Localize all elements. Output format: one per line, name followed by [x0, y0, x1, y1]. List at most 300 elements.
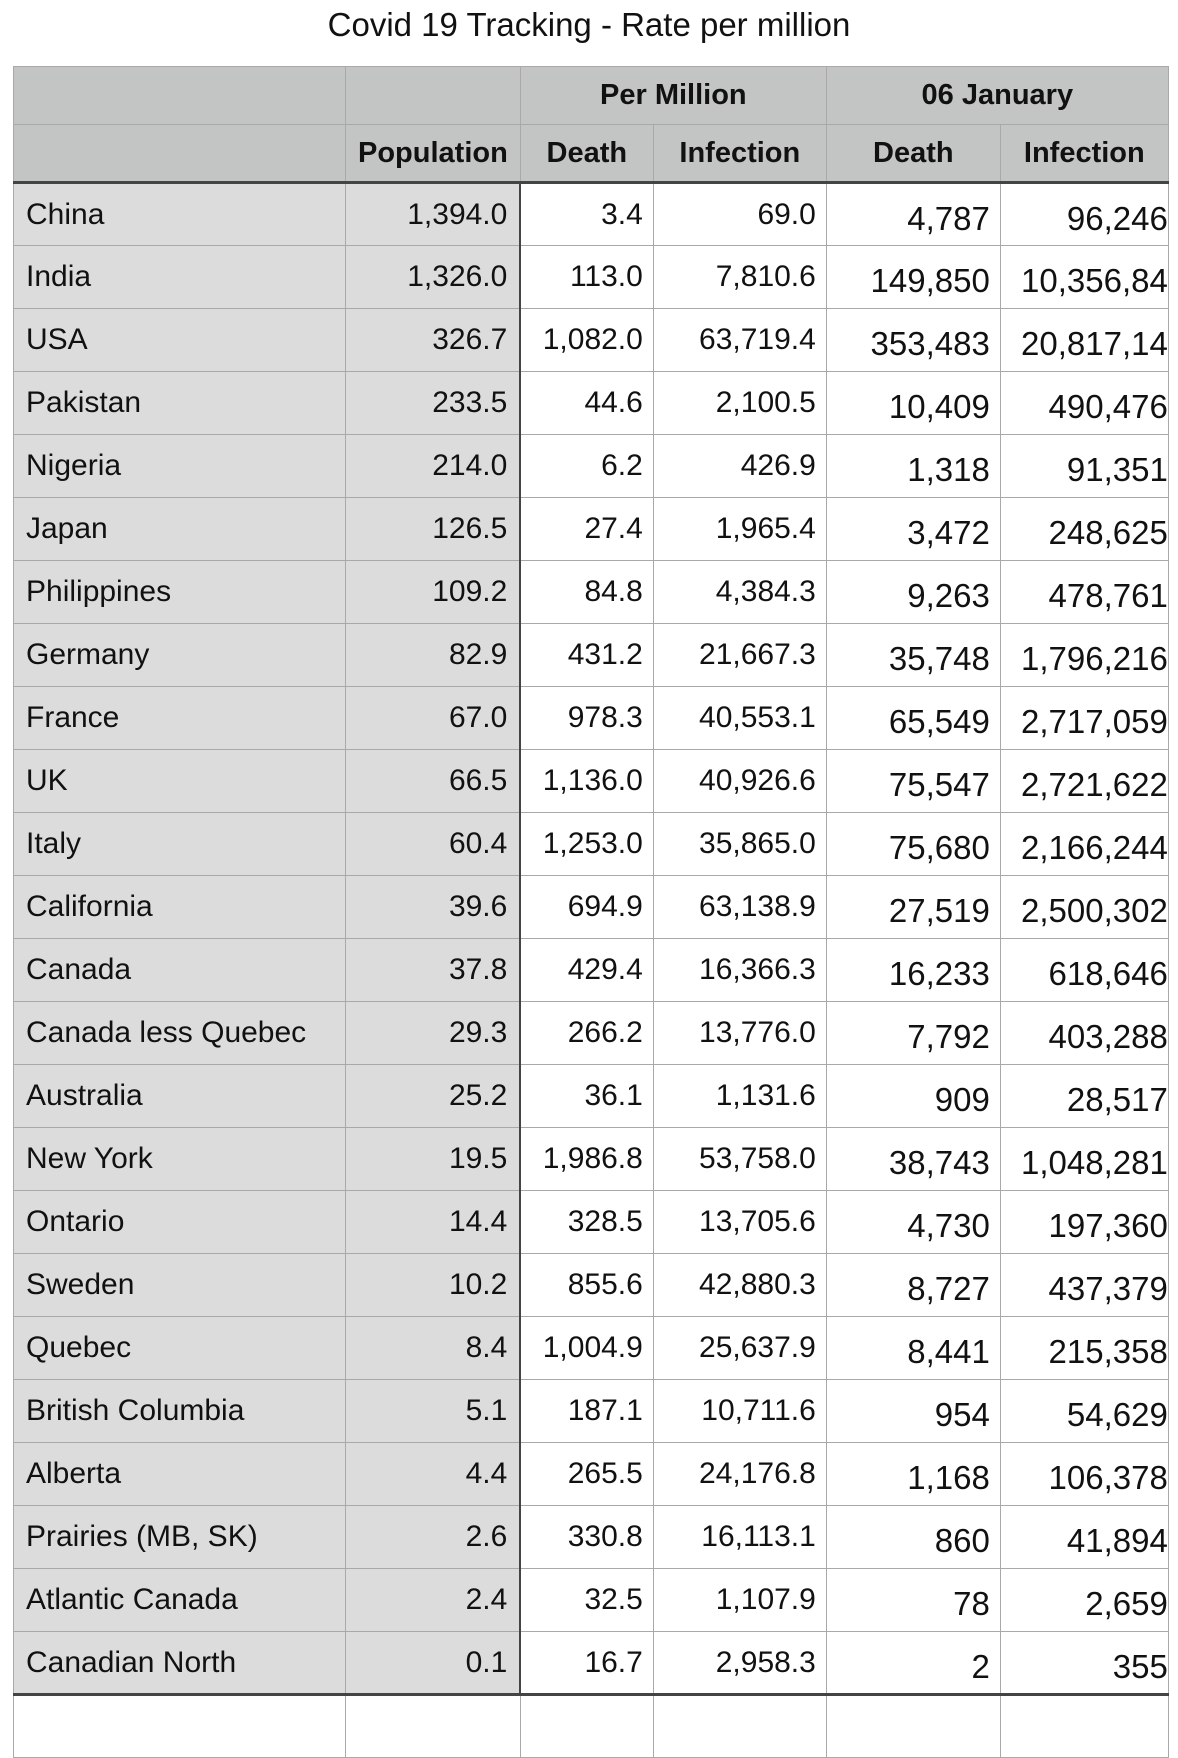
cell-pm-infection-text: 35,865.0 — [699, 827, 816, 860]
cell-infection-text: 1,048,281 — [1021, 1144, 1168, 1181]
cell-pm-death — [520, 309, 653, 372]
cell-population — [346, 1002, 521, 1065]
cell-population — [346, 813, 521, 876]
cell-pm-death — [520, 1254, 653, 1317]
cell-infection-text: 2,500,302 — [1021, 892, 1168, 929]
cell-name — [14, 309, 346, 372]
cell-pm-death-text: 32.5 — [584, 1583, 643, 1616]
cell-pm-death-text: 1,986.8 — [542, 1142, 643, 1175]
cell-pm-infection — [653, 309, 826, 372]
cell-pm-infection — [653, 1569, 826, 1632]
cell-population-text: 2.6 — [465, 1520, 508, 1553]
cell-pm-death — [520, 876, 653, 939]
cell-death — [826, 183, 1000, 246]
cell-infection-text: 490,476 — [1048, 388, 1168, 425]
cell-pm-death-text: 16.7 — [584, 1645, 643, 1679]
cell-pm-infection-text: 16,113.1 — [701, 1520, 816, 1553]
cell-pm-infection-text: 25,637.9 — [699, 1331, 816, 1364]
cell-death-text: 8,441 — [907, 1333, 990, 1370]
cell-population — [346, 561, 521, 624]
cell-name-text: Germany — [26, 638, 150, 671]
cell-pm-infection-text: 1,107.9 — [715, 1583, 816, 1616]
cell-population-text: 1,326.0 — [407, 260, 508, 293]
cell-population — [346, 1632, 521, 1695]
cell-name-text: Atlantic Canada — [26, 1583, 238, 1616]
cell-pm-death — [520, 561, 653, 624]
cell-infection — [1000, 561, 1168, 624]
cell-population — [346, 1506, 521, 1569]
empty-cell — [1000, 1695, 1168, 1758]
cell-infection — [1000, 750, 1168, 813]
cell-death — [826, 1443, 1000, 1506]
cell-infection-text: 215,358 — [1048, 1333, 1168, 1370]
header-infection: Infection — [1000, 125, 1168, 183]
cell-pm-death — [520, 435, 653, 498]
cell-name — [14, 561, 346, 624]
cell-name — [14, 498, 346, 561]
cell-population-text: 67.0 — [448, 701, 508, 734]
cell-infection-text: 91,351 — [1066, 451, 1168, 488]
cell-death — [826, 1317, 1000, 1380]
cell-pm-death-text: 84.8 — [584, 575, 643, 608]
table-row — [14, 1254, 1169, 1317]
cell-name-text: UK — [26, 764, 68, 797]
cell-population — [346, 1065, 521, 1128]
cell-death — [826, 687, 1000, 750]
cell-infection — [1000, 435, 1168, 498]
table-row — [14, 561, 1169, 624]
cell-pm-death — [520, 246, 653, 309]
cell-death-text: 78 — [953, 1585, 990, 1622]
empty-cell — [826, 1695, 1000, 1758]
cell-pm-infection — [653, 876, 826, 939]
cell-name — [14, 1065, 346, 1128]
cell-pm-infection — [653, 1254, 826, 1317]
cell-infection — [1000, 1632, 1168, 1695]
cell-pm-death-text: 6.2 — [601, 449, 643, 482]
cell-death-text: 353,483 — [870, 325, 990, 362]
cell-death-text: 8,727 — [907, 1270, 990, 1307]
cell-pm-infection — [653, 246, 826, 309]
cell-death — [826, 813, 1000, 876]
cell-death-text: 860 — [934, 1522, 990, 1559]
table-row — [14, 1569, 1169, 1632]
cell-infection — [1000, 372, 1168, 435]
cell-death-text: 75,680 — [888, 829, 990, 866]
cell-pm-death-text: 328.5 — [567, 1205, 643, 1238]
cell-pm-death-text: 266.2 — [567, 1016, 643, 1049]
cell-pm-death — [520, 1191, 653, 1254]
cell-population-text: 326.7 — [432, 323, 508, 356]
cell-population-text: 4.4 — [465, 1457, 508, 1490]
cell-infection-text: 10,356,84 — [1021, 262, 1168, 299]
empty-cell — [653, 1695, 826, 1758]
table-row — [14, 1380, 1169, 1443]
cell-death-text: 7,792 — [907, 1018, 990, 1055]
cell-pm-infection-text: 69.0 — [757, 197, 816, 231]
cell-name-text: USA — [26, 323, 88, 356]
cell-name — [14, 876, 346, 939]
cell-population-text: 10.2 — [448, 1268, 508, 1301]
page-title: Covid 19 Tracking - Rate per million — [327, 6, 851, 43]
cell-population — [346, 750, 521, 813]
cell-infection — [1000, 1569, 1168, 1632]
cell-pm-death — [520, 687, 653, 750]
cell-death — [826, 309, 1000, 372]
empty-cell — [14, 1695, 346, 1758]
cell-population-text: 109.2 — [432, 575, 508, 608]
cell-death-text: 3,472 — [907, 514, 990, 551]
cell-death-text: 10,409 — [888, 388, 990, 425]
cell-infection-text: 106,378 — [1048, 1459, 1168, 1496]
cell-population-text: 25.2 — [448, 1079, 508, 1112]
cell-death — [826, 750, 1000, 813]
cell-death — [826, 1065, 1000, 1128]
cell-pm-death-text: 1,082.0 — [542, 323, 643, 356]
cell-pm-death-text: 978.3 — [567, 701, 643, 734]
cell-pm-death — [520, 1317, 653, 1380]
cell-infection — [1000, 624, 1168, 687]
cell-pm-death — [520, 1443, 653, 1506]
header-date: 06 January — [826, 67, 1168, 125]
cell-pm-infection-text: 10,711.6 — [701, 1394, 816, 1427]
cell-death-text: 65,549 — [888, 703, 990, 740]
cell-death — [826, 1254, 1000, 1317]
cell-pm-infection-text: 53,758.0 — [699, 1142, 816, 1175]
header-empty — [14, 67, 346, 125]
cell-infection-text: 437,379 — [1048, 1270, 1168, 1307]
cell-population — [346, 309, 521, 372]
cell-population-text: 82.9 — [448, 638, 508, 671]
cell-death-text: 9,263 — [907, 577, 990, 614]
cell-population-text: 0.1 — [465, 1645, 508, 1679]
cell-name — [14, 246, 346, 309]
cell-name-text: Philippines — [26, 575, 172, 608]
header-row-groups — [14, 67, 1169, 125]
cell-pm-infection — [653, 1002, 826, 1065]
cell-name — [14, 939, 346, 1002]
cell-name — [14, 1506, 346, 1569]
cell-name-text: Pakistan — [26, 386, 142, 419]
cell-death — [826, 624, 1000, 687]
table-row — [14, 183, 1169, 246]
cell-pm-death — [520, 498, 653, 561]
cell-pm-infection — [653, 1317, 826, 1380]
cell-population-text: 8.4 — [465, 1331, 508, 1364]
cell-infection — [1000, 939, 1168, 1002]
cell-population-text: 14.4 — [448, 1205, 508, 1238]
cell-infection — [1000, 1191, 1168, 1254]
cell-name-text: China — [26, 197, 105, 231]
cell-name-text: Quebec — [26, 1331, 132, 1364]
header-pm-infection: Infection — [653, 125, 826, 183]
cell-population — [346, 1254, 521, 1317]
cell-population-text: 126.5 — [432, 512, 508, 545]
table-row — [14, 1128, 1169, 1191]
cell-death-text: 27,519 — [888, 892, 990, 929]
empty-row — [14, 1695, 1169, 1758]
cell-population — [346, 1317, 521, 1380]
cell-pm-infection-text: 2,100.5 — [715, 386, 816, 419]
cell-infection-text: 248,625 — [1048, 514, 1168, 551]
cell-pm-infection-text: 63,138.9 — [699, 890, 816, 923]
cell-infection — [1000, 1254, 1168, 1317]
header-population: Population — [346, 125, 521, 183]
cell-pm-infection — [653, 1506, 826, 1569]
cell-death-text: 75,547 — [888, 766, 990, 803]
cell-pm-infection-text: 21,667.3 — [699, 638, 816, 671]
cell-pm-infection-text: 13,705.6 — [699, 1205, 816, 1238]
cell-death — [826, 1632, 1000, 1695]
cell-pm-death-text: 855.6 — [567, 1268, 643, 1301]
header-empty — [346, 67, 521, 125]
cell-pm-infection-text: 13,776.0 — [699, 1016, 816, 1049]
cell-death — [826, 435, 1000, 498]
empty-cell — [346, 1695, 521, 1758]
cell-pm-death-text: 265.5 — [567, 1457, 643, 1490]
cell-pm-infection — [653, 1443, 826, 1506]
cell-infection — [1000, 498, 1168, 561]
cell-pm-death-text: 431.2 — [567, 638, 643, 671]
cell-pm-infection-text: 1,965.4 — [715, 512, 816, 545]
cell-pm-infection — [653, 750, 826, 813]
cell-infection-text: 41,894 — [1066, 1522, 1168, 1559]
cell-death-text: 149,850 — [870, 262, 990, 299]
cell-infection — [1000, 1065, 1168, 1128]
table-row — [14, 813, 1169, 876]
cell-infection-text: 2,717,059 — [1021, 703, 1168, 740]
header-death: Death — [826, 125, 1000, 183]
cell-population — [346, 1128, 521, 1191]
cell-death-text: 1,168 — [907, 1459, 990, 1496]
cell-pm-infection — [653, 939, 826, 1002]
cell-population-text: 29.3 — [448, 1016, 508, 1049]
cell-death — [826, 246, 1000, 309]
cell-death — [826, 939, 1000, 1002]
cell-population — [346, 687, 521, 750]
cell-name — [14, 1254, 346, 1317]
table-row — [14, 1317, 1169, 1380]
cell-pm-infection — [653, 498, 826, 561]
cell-name-text: Japan — [26, 512, 108, 545]
cell-pm-infection — [653, 813, 826, 876]
cell-name — [14, 372, 346, 435]
cell-pm-death — [520, 183, 653, 246]
cell-pm-death-text: 27.4 — [584, 512, 643, 545]
cell-pm-death — [520, 1065, 653, 1128]
table-row — [14, 1443, 1169, 1506]
cell-name-text: Nigeria — [26, 449, 122, 482]
cell-death-text: 909 — [934, 1081, 990, 1118]
cell-pm-death-text: 113.0 — [569, 260, 643, 293]
header-per-million: Per Million — [520, 67, 826, 125]
cell-population — [346, 183, 521, 246]
cell-infection-text: 2,166,244 — [1021, 829, 1168, 866]
cell-name-text: Alberta — [26, 1457, 122, 1490]
cell-death-text: 35,748 — [888, 640, 990, 677]
cell-infection — [1000, 813, 1168, 876]
cell-name-text: Italy — [26, 827, 82, 860]
cell-name-text: Australia — [26, 1079, 143, 1112]
cell-pm-death — [520, 1632, 653, 1695]
cell-pm-death-text: 36.1 — [584, 1079, 643, 1112]
cell-population-text: 233.5 — [432, 386, 508, 419]
table-row — [14, 1632, 1169, 1695]
cell-name-text: California — [26, 890, 153, 923]
table-row — [14, 246, 1169, 309]
table-row — [14, 624, 1169, 687]
cell-population — [346, 876, 521, 939]
covid-table — [13, 66, 1169, 1758]
cell-infection-text: 197,360 — [1048, 1207, 1168, 1244]
cell-population-text: 39.6 — [448, 890, 508, 923]
cell-infection-text: 28,517 — [1066, 1081, 1168, 1118]
cell-name-text: India — [26, 260, 92, 293]
table-row — [14, 750, 1169, 813]
cell-population-text: 2.4 — [465, 1583, 508, 1616]
table-row — [14, 435, 1169, 498]
cell-infection-text: 96,246 — [1066, 199, 1168, 237]
table-row — [14, 498, 1169, 561]
cell-infection — [1000, 1128, 1168, 1191]
cell-population — [346, 1569, 521, 1632]
cell-pm-infection — [653, 561, 826, 624]
cell-population-text: 214.0 — [432, 449, 508, 482]
cell-pm-death — [520, 1002, 653, 1065]
cell-death — [826, 876, 1000, 939]
cell-pm-death — [520, 813, 653, 876]
cell-infection-text: 403,288 — [1048, 1018, 1168, 1055]
cell-name-text: Prairies (MB, SK) — [26, 1520, 258, 1553]
table-row — [14, 876, 1169, 939]
cell-pm-infection-text: 7,810.6 — [715, 260, 816, 293]
cell-population-text: 37.8 — [448, 953, 508, 986]
cell-infection-text: 618,646 — [1048, 955, 1168, 992]
cell-population — [346, 246, 521, 309]
cell-infection-text: 478,761 — [1048, 577, 1168, 614]
cell-name — [14, 1002, 346, 1065]
cell-pm-death-text: 429.4 — [567, 953, 643, 986]
cell-death — [826, 1128, 1000, 1191]
cell-population — [346, 435, 521, 498]
cell-name-text: France — [26, 701, 120, 734]
cell-pm-infection-text: 24,176.8 — [699, 1457, 816, 1490]
cell-name — [14, 624, 346, 687]
cell-pm-death-text: 3.4 — [601, 197, 643, 231]
cell-infection — [1000, 183, 1168, 246]
cell-death-text: 16,233 — [888, 955, 990, 992]
cell-infection — [1000, 1317, 1168, 1380]
cell-pm-death-text: 694.9 — [567, 890, 643, 923]
cell-pm-death — [520, 939, 653, 1002]
cell-pm-death — [520, 1128, 653, 1191]
cell-pm-death — [520, 750, 653, 813]
cell-name — [14, 1569, 346, 1632]
cell-name — [14, 813, 346, 876]
header-row-columns — [14, 125, 1169, 183]
table-row — [14, 687, 1169, 750]
cell-pm-infection-text: 16,366.3 — [699, 953, 816, 986]
cell-infection — [1000, 1443, 1168, 1506]
cell-name — [14, 183, 346, 246]
cell-population-text: 19.5 — [448, 1142, 508, 1175]
cell-population-text: 1,394.0 — [407, 197, 508, 231]
cell-infection — [1000, 1380, 1168, 1443]
cell-population — [346, 372, 521, 435]
cell-death — [826, 1191, 1000, 1254]
cell-pm-infection — [653, 624, 826, 687]
cell-death-text: 4,787 — [907, 199, 990, 237]
cell-pm-death-text: 1,004.9 — [542, 1331, 643, 1364]
cell-infection — [1000, 1002, 1168, 1065]
cell-population — [346, 939, 521, 1002]
cell-death-text: 954 — [934, 1396, 990, 1433]
cell-death-text: 1,318 — [907, 451, 990, 488]
cell-pm-death — [520, 372, 653, 435]
cell-name — [14, 1380, 346, 1443]
cell-infection-text: 2,721,622 — [1021, 766, 1168, 803]
cell-population — [346, 1380, 521, 1443]
cell-pm-infection — [653, 183, 826, 246]
cell-infection — [1000, 876, 1168, 939]
cell-infection-text: 1,796,216 — [1021, 640, 1168, 677]
cell-infection — [1000, 309, 1168, 372]
cell-death-text: 2 — [971, 1647, 990, 1685]
cell-name-text: Sweden — [26, 1268, 135, 1301]
cell-pm-infection — [653, 1128, 826, 1191]
cell-pm-infection — [653, 1065, 826, 1128]
cell-name — [14, 1443, 346, 1506]
table-row — [14, 1191, 1169, 1254]
cell-pm-infection — [653, 1380, 826, 1443]
table-row — [14, 1065, 1169, 1128]
cell-pm-infection — [653, 1191, 826, 1254]
cell-pm-death-text: 330.8 — [567, 1520, 643, 1553]
cell-population — [346, 624, 521, 687]
cell-population-text: 5.1 — [465, 1394, 508, 1427]
cell-name-text: British Columbia — [26, 1394, 245, 1427]
cell-death — [826, 1506, 1000, 1569]
table-row — [14, 1506, 1169, 1569]
cell-infection-text: 20,817,14 — [1021, 325, 1168, 362]
cell-pm-infection — [653, 687, 826, 750]
cell-pm-infection — [653, 435, 826, 498]
cell-pm-infection-text: 1,131.6 — [715, 1079, 816, 1112]
cell-pm-death — [520, 1380, 653, 1443]
cell-death — [826, 372, 1000, 435]
header-empty — [14, 125, 346, 183]
cell-pm-death — [520, 624, 653, 687]
cell-infection — [1000, 687, 1168, 750]
cell-infection-text: 54,629 — [1066, 1396, 1168, 1433]
cell-pm-death — [520, 1506, 653, 1569]
cell-name — [14, 687, 346, 750]
table-row — [14, 939, 1169, 1002]
empty-cell — [520, 1695, 653, 1758]
cell-pm-death-text: 1,136.0 — [542, 764, 643, 797]
cell-death — [826, 561, 1000, 624]
cell-infection — [1000, 1506, 1168, 1569]
cell-name-text: Ontario — [26, 1205, 125, 1238]
cell-population-text: 66.5 — [448, 764, 508, 797]
cell-name-text: Canada less Quebec — [26, 1016, 307, 1049]
cell-pm-death — [520, 1569, 653, 1632]
cell-name — [14, 1191, 346, 1254]
cell-death-text: 4,730 — [907, 1207, 990, 1244]
cell-infection — [1000, 246, 1168, 309]
cell-infection-text: 2,659 — [1085, 1585, 1168, 1622]
cell-population — [346, 1443, 521, 1506]
